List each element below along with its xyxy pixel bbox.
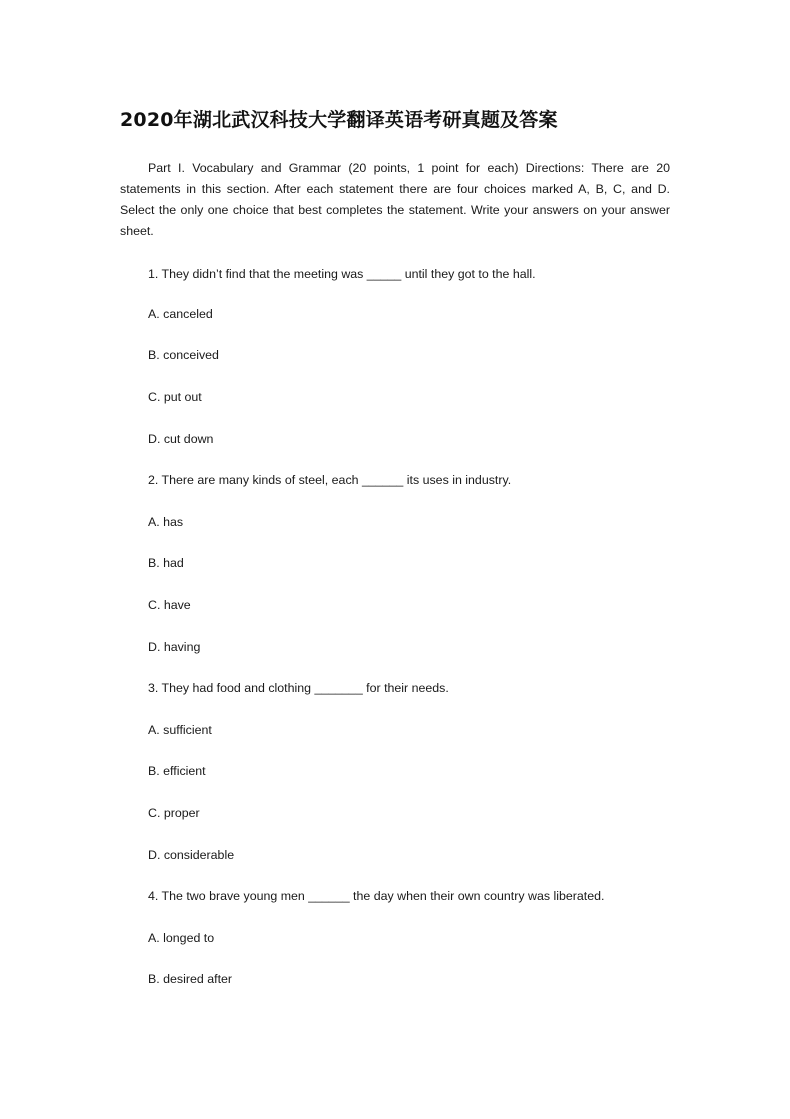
question-1-option-c: C. put out: [148, 390, 202, 404]
page-title: 2020年湖北武汉科技大学翻译英语考研真题及答案: [120, 109, 558, 131]
instructions-paragraph: Part I. Vocabulary and Grammar (20 points, 1 point for each) Directions: There are 20 statements in this section. After each statement there are four choices marked A, B, C, and D. Select the only one choice that best completes the statement. Write your answers on your answer sheet.: [120, 161, 670, 238]
question-4-stem: 4. The two brave young men ______ the day when their own country was liberated.: [148, 889, 605, 903]
question-2-option-b: B. had: [148, 556, 184, 570]
question-2-option-d: D. having: [148, 640, 201, 654]
question-1-option-b: B. conceived: [148, 348, 219, 362]
question-2-stem: 2. There are many kinds of steel, each ______ its uses in industry.: [148, 473, 512, 487]
question-4-option-b: B. desired after: [148, 972, 233, 986]
question-3-option-d: D. considerable: [148, 848, 235, 862]
question-4-option-a: A. longed to: [148, 931, 215, 945]
question-2-option-a: A. has: [148, 515, 184, 529]
question-3-stem: 3. They had food and clothing _______ for their needs.: [148, 681, 449, 695]
question-2-option-c: C. have: [148, 598, 191, 612]
question-3-option-c: C. proper: [148, 806, 200, 820]
question-3-option-a: A. sufficient: [148, 723, 212, 737]
question-1-option-d: D. cut down: [148, 432, 214, 446]
question-1-stem: 1. They didn’t find that the meeting was _____ until they got to the hall.: [148, 267, 536, 281]
question-3-option-b: B. efficient: [148, 764, 206, 778]
question-1-option-a: A. canceled: [148, 307, 213, 321]
